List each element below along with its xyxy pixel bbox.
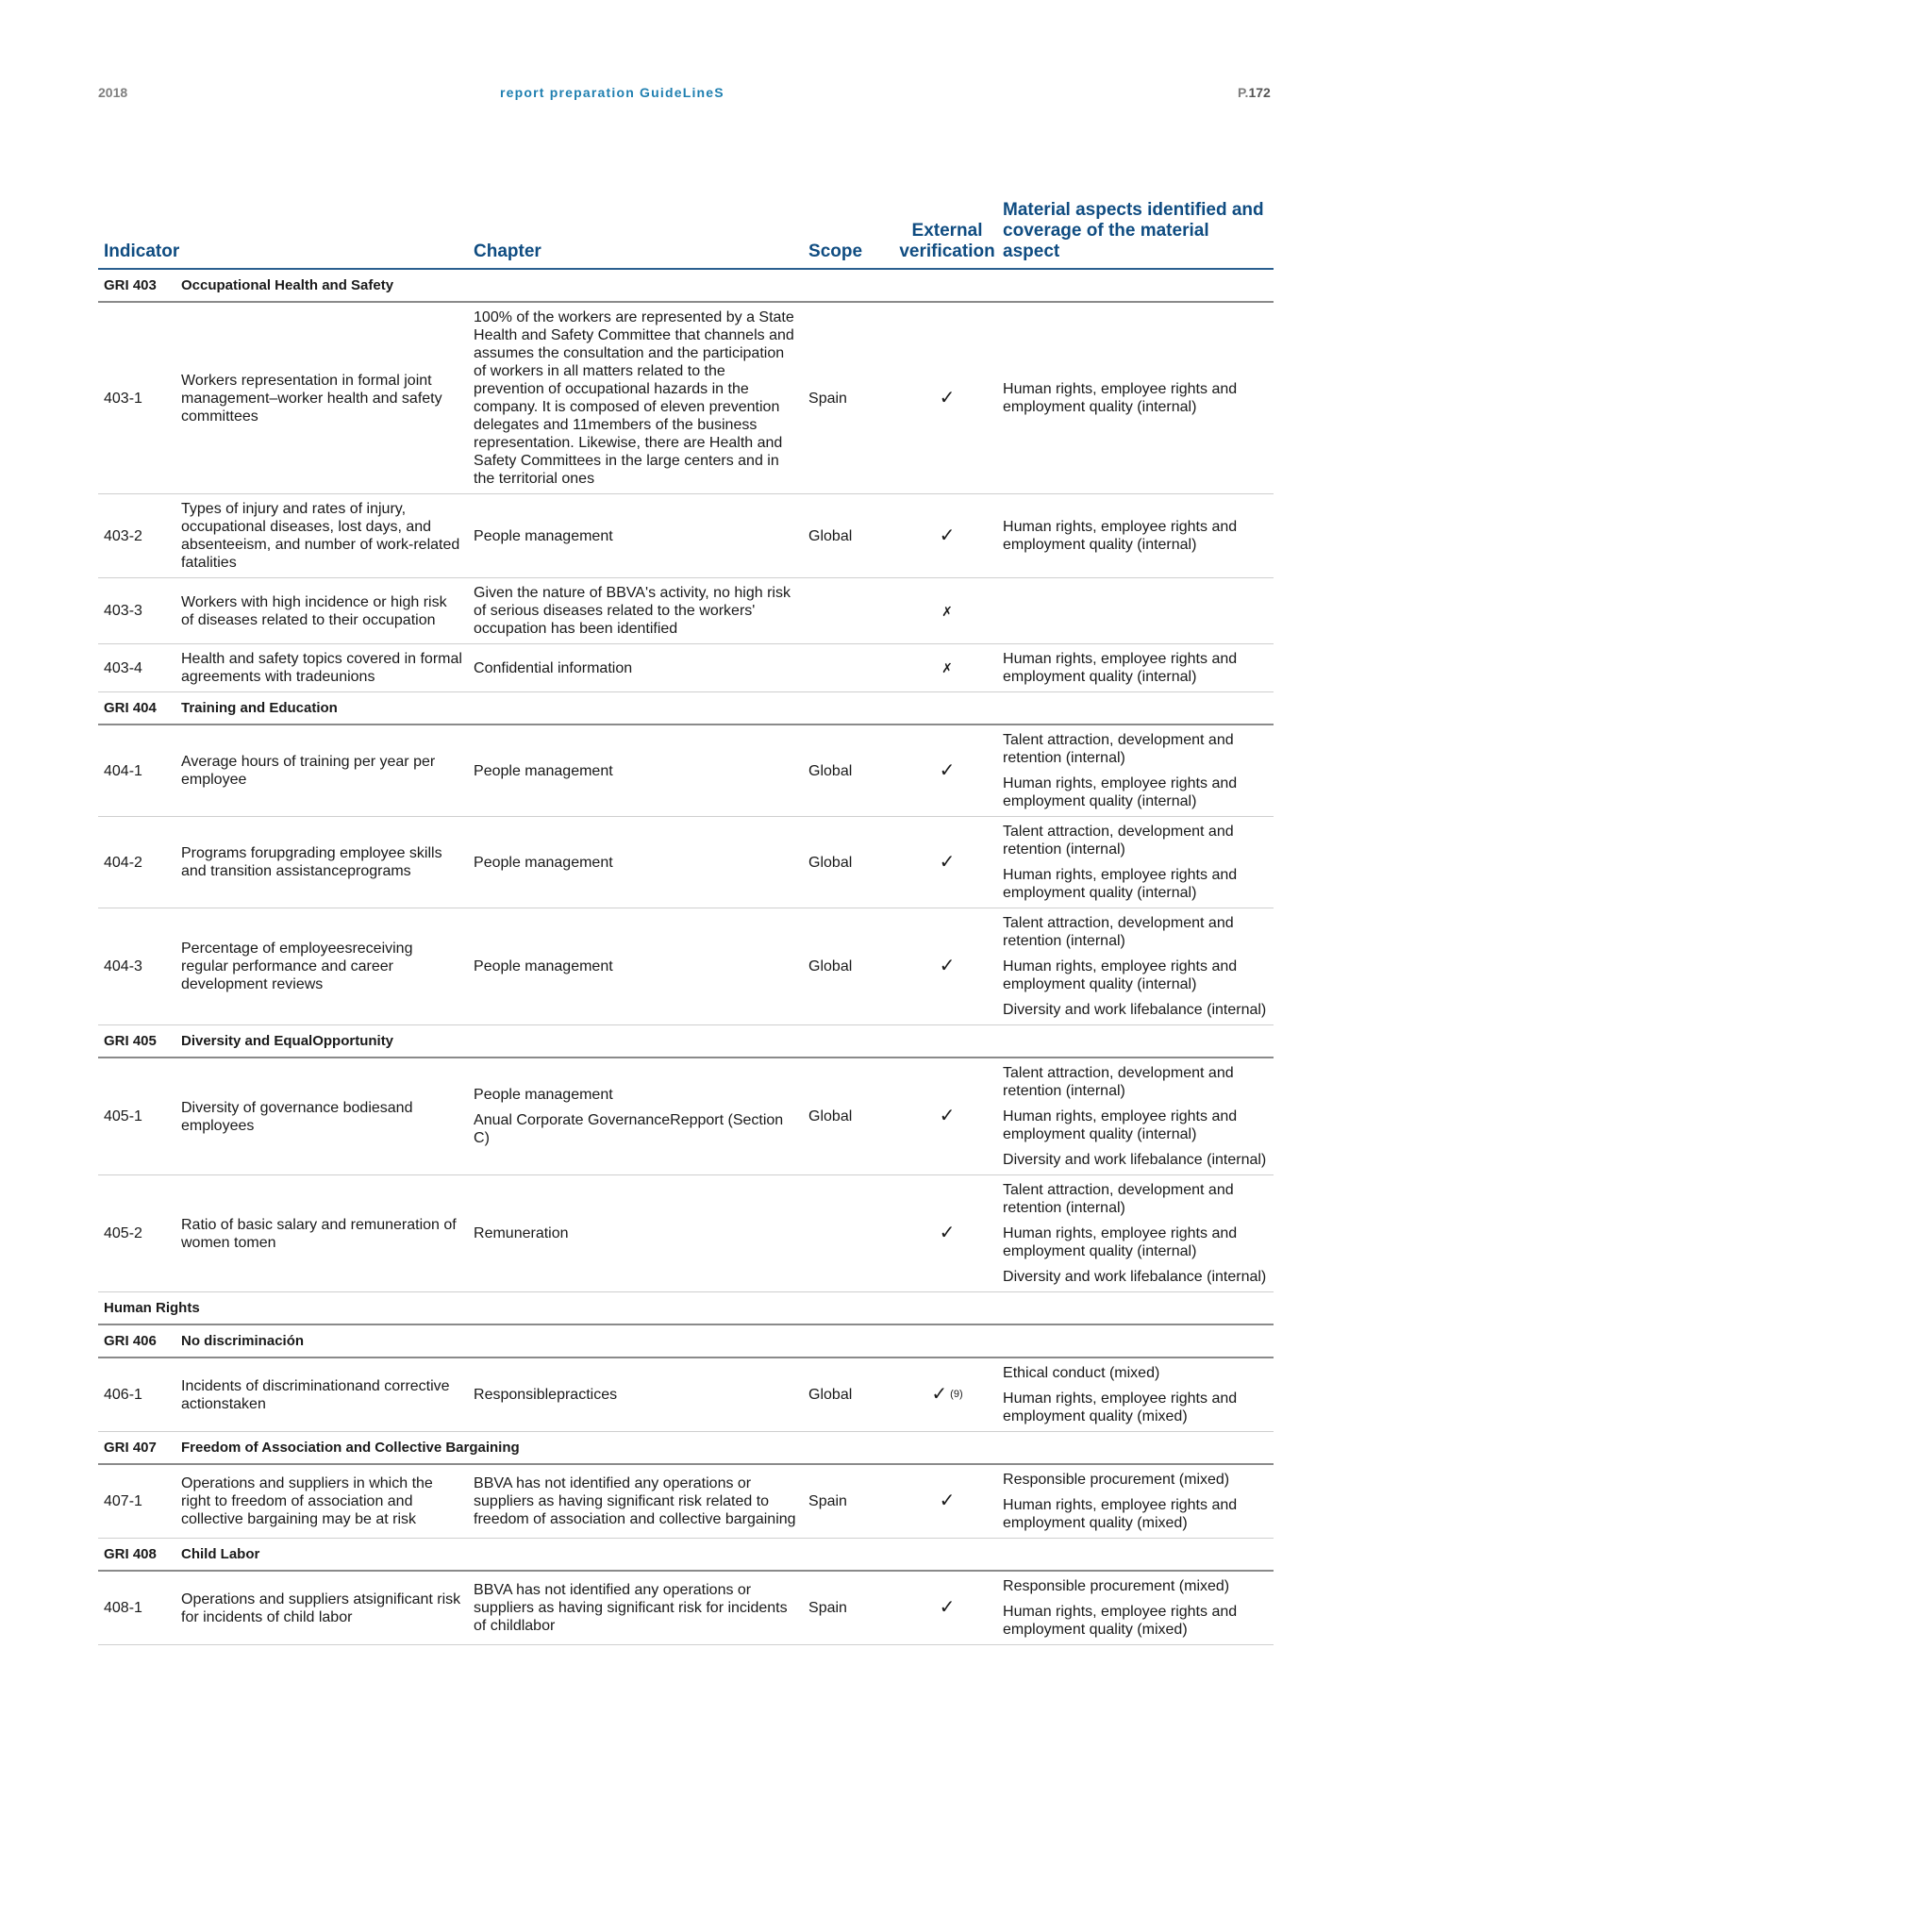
chapter-text: Given the nature of BBVA's activity, no high risk of serious diseases related to the workers' occupation has been identified: [474, 585, 791, 637]
material-aspects-cell: [997, 817, 1274, 908]
material-aspect: Human rights, employee rights and employment quality (internal): [1003, 519, 1238, 553]
material-aspect: Human rights, employee rights and employment quality (internal): [1003, 958, 1238, 992]
table-row: [98, 494, 1274, 578]
indicator-code: 405-1: [98, 1058, 175, 1175]
indicator-code: 407-1: [98, 1464, 175, 1539]
material-aspect: Responsible procurement (mixed): [1003, 1578, 1230, 1594]
chapter-text: 100% of the workers are represented by a State Health and Safety Committee that channels and assumes the consultation and the participation of workers in all matters related to the prevention of occupational hazards in the company. It is composed of eleven prevention delegates and 11members of the business representation. Likewise, there are Health and Safety Committees in the large centers and in the territorial ones: [474, 309, 794, 487]
check-icon: ✓: [939, 1223, 956, 1243]
scope-cell: Global: [803, 724, 897, 817]
material-aspect: Diversity and work lifebalance (internal): [1003, 1002, 1267, 1018]
header-scope: Scope: [803, 200, 897, 269]
chapter-text: Responsiblepractices: [474, 1387, 618, 1403]
chapter-cell: [468, 644, 803, 692]
external-verification-cell: [897, 1464, 997, 1539]
material-aspect: Human rights, employee rights and employment quality (internal): [1003, 867, 1238, 901]
chapter-text: People management: [474, 762, 613, 779]
material-aspect: Talent attraction, development and retention (internal): [1003, 824, 1234, 858]
footnote-ref: (9): [950, 1389, 963, 1400]
section-title: No discriminación: [175, 1324, 1274, 1357]
scope-cell: Global: [803, 908, 897, 1025]
header-page-number: [1238, 85, 1271, 100]
section-row: [98, 692, 1274, 725]
chapter-cell: [468, 1175, 803, 1292]
table-row: [98, 1357, 1274, 1432]
material-aspects-cell: [997, 908, 1274, 1025]
scope-cell: Spain: [803, 1464, 897, 1539]
indicator-description: Incidents of discriminationand corrective actionstaken: [175, 1357, 468, 1432]
table-row: [98, 644, 1274, 692]
section-title: Training and Education: [175, 692, 1274, 725]
indicator-code: 403-3: [98, 578, 175, 644]
indicator-description: Average hours of training per year per employee: [175, 724, 468, 817]
chapter-text: People management: [474, 1087, 613, 1103]
chapter-text: Anual Corporate GovernanceRepport (Section C): [474, 1112, 784, 1146]
material-aspect: Talent attraction, development and retention (internal): [1003, 915, 1234, 949]
check-icon: ✓: [939, 1491, 956, 1511]
external-verification-cell: [897, 1571, 997, 1645]
chapter-cell: [468, 817, 803, 908]
chapter-cell: [468, 302, 803, 494]
section-row: [98, 1539, 1274, 1572]
material-aspect: Human rights, employee rights and employment quality (internal): [1003, 1225, 1238, 1259]
section-title: Freedom of Association and Collective Bargaining: [175, 1432, 1274, 1465]
chapter-text: Confidential information: [474, 659, 633, 676]
material-aspect: Human rights, employee rights and employment quality (internal): [1003, 381, 1238, 415]
material-aspect: Human rights, employee rights and employment quality (mixed): [1003, 1604, 1238, 1638]
check-icon: ✓: [939, 851, 956, 873]
check-icon: ✓: [939, 1597, 956, 1618]
external-verification-cell: [897, 644, 997, 692]
external-verification-cell: [897, 1357, 997, 1432]
header-indicator: Indicator: [98, 200, 468, 269]
scope-cell: Spain: [803, 1571, 897, 1645]
section-row: [98, 1025, 1274, 1058]
material-aspect: Human rights, employee rights and employment quality (mixed): [1003, 1391, 1238, 1424]
indicator-description: Programs forupgrading employee skills and transition assistanceprograms: [175, 817, 468, 908]
check-icon: ✓: [939, 759, 956, 781]
indicator-code: 404-2: [98, 817, 175, 908]
indicator-code: 403-2: [98, 494, 175, 578]
external-verification-cell: [897, 1175, 997, 1292]
material-aspects-cell: [997, 724, 1274, 817]
section-code: GRI 405: [98, 1025, 175, 1058]
section-code: GRI 408: [98, 1539, 175, 1572]
scope-cell: Global: [803, 1058, 897, 1175]
chapter-text: Remuneration: [474, 1225, 569, 1241]
header-title: report preparation GuideLineS: [500, 85, 724, 100]
check-icon: ✓: [939, 387, 956, 408]
material-aspects-cell: [997, 644, 1274, 692]
chapter-text: People management: [474, 527, 613, 544]
indicator-description: Workers with high incidence or high risk of diseases related to their occupation: [175, 578, 468, 644]
header-external-verification: External verification: [897, 200, 997, 269]
material-aspect: Human rights, employee rights and employment quality (internal): [1003, 1108, 1238, 1142]
material-aspect: Talent attraction, development and retention (internal): [1003, 1065, 1234, 1099]
indicator-code: 406-1: [98, 1357, 175, 1432]
indicator-code: 405-2: [98, 1175, 175, 1292]
material-aspect: Ethical conduct (mixed): [1003, 1365, 1160, 1381]
scope-cell: Spain: [803, 302, 897, 494]
external-verification-cell: [897, 494, 997, 578]
header-chapter: Chapter: [468, 200, 803, 269]
indicator-description: Ratio of basic salary and remuneration of women tomen: [175, 1175, 468, 1292]
chapter-cell: [468, 1058, 803, 1175]
table-row: [98, 1464, 1274, 1539]
page-number: 172: [1248, 85, 1271, 100]
indicator-code: 404-3: [98, 908, 175, 1025]
table-row: [98, 578, 1274, 644]
scope-cell: Global: [803, 817, 897, 908]
table-body: [98, 269, 1274, 1645]
material-aspect: Diversity and work lifebalance (internal): [1003, 1269, 1267, 1285]
section-row: [98, 1324, 1274, 1357]
table-row: [98, 724, 1274, 817]
material-aspects-cell: [997, 1175, 1274, 1292]
chapter-cell: [468, 1464, 803, 1539]
indicator-code: 408-1: [98, 1571, 175, 1645]
gri-index-table: [98, 200, 1274, 1645]
external-verification-cell: [897, 578, 997, 644]
indicator-description: Workers representation in formal joint management–worker health and safety committees: [175, 302, 468, 494]
scope-cell: [803, 1175, 897, 1292]
external-verification-cell: [897, 908, 997, 1025]
scope-cell: [803, 644, 897, 692]
scope-cell: [803, 578, 897, 644]
chapter-cell: [468, 724, 803, 817]
external-verification-cell: [897, 1058, 997, 1175]
indicator-code: 403-4: [98, 644, 175, 692]
chapter-cell: [468, 1571, 803, 1645]
table-header-row: [98, 200, 1274, 269]
section-title: Diversity and EqualOpportunity: [175, 1025, 1274, 1058]
material-aspects-cell: [997, 1464, 1274, 1539]
page-prefix: P.: [1238, 85, 1249, 100]
chapter-cell: [468, 494, 803, 578]
section-code: GRI 404: [98, 692, 175, 725]
material-aspects-cell: [997, 1571, 1274, 1645]
table-row: [98, 1571, 1274, 1645]
header-year: 2018: [98, 85, 128, 100]
material-aspect: Human rights, employee rights and employment quality (internal): [1003, 651, 1238, 685]
chapter-cell: [468, 908, 803, 1025]
material-aspect: Human rights, employee rights and employment quality (internal): [1003, 775, 1238, 809]
section-row: [98, 1292, 1274, 1325]
material-aspects-cell: [997, 494, 1274, 578]
material-aspect: Responsible procurement (mixed): [1003, 1472, 1230, 1488]
table-row: [98, 1058, 1274, 1175]
chapter-text: People management: [474, 854, 613, 871]
indicator-code: 403-1: [98, 302, 175, 494]
table-row: [98, 302, 1274, 494]
cross-icon: ✗: [941, 603, 953, 619]
material-aspects-cell: [997, 302, 1274, 494]
material-aspect: Human rights, employee rights and employment quality (mixed): [1003, 1497, 1238, 1531]
material-aspects-cell: [997, 1357, 1274, 1432]
section-row: [98, 269, 1274, 302]
check-icon: ✓: [939, 1106, 956, 1126]
section-row: [98, 1432, 1274, 1465]
indicator-description: Percentage of employeesreceiving regular performance and career development reviews: [175, 908, 468, 1025]
section-title: Occupational Health and Safety: [175, 269, 1274, 302]
chapter-text: BBVA has not identified any operations or suppliers as having significant risk related to freedom of association and collective bargaining: [474, 1475, 796, 1527]
scope-cell: Global: [803, 494, 897, 578]
cross-icon: ✗: [941, 660, 953, 675]
material-aspect: Talent attraction, development and retention (internal): [1003, 1182, 1234, 1216]
table-row: [98, 817, 1274, 908]
material-aspect: Diversity and work lifebalance (internal): [1003, 1152, 1267, 1168]
table-row: [98, 908, 1274, 1025]
chapter-text: BBVA has not identified any operations or suppliers as having significant risk for incidents of childlabor: [474, 1582, 788, 1634]
indicator-description: Diversity of governance bodiesand employees: [175, 1058, 468, 1175]
check-icon: ✓: [939, 525, 956, 546]
section-code: GRI 406: [98, 1324, 175, 1357]
section-code: GRI 407: [98, 1432, 175, 1465]
scope-cell: Global: [803, 1357, 897, 1432]
material-aspect: Talent attraction, development and retention (internal): [1003, 732, 1234, 766]
chapter-cell: [468, 1357, 803, 1432]
material-aspects-cell: [997, 578, 1274, 644]
external-verification-cell: [897, 302, 997, 494]
indicator-description: Health and safety topics covered in formal agreements with tradeunions: [175, 644, 468, 692]
indicator-code: 404-1: [98, 724, 175, 817]
chapter-text: People management: [474, 958, 613, 974]
external-verification-cell: [897, 817, 997, 908]
external-verification-cell: [897, 724, 997, 817]
check-icon: ✓: [931, 1384, 948, 1405]
check-icon: ✓: [939, 956, 956, 976]
section-code: GRI 403: [98, 269, 175, 302]
indicator-description: Types of injury and rates of injury, occupational diseases, lost days, and absenteeism, and number of work-related fatalities: [175, 494, 468, 578]
table-row: [98, 1175, 1274, 1292]
material-aspects-cell: [997, 1058, 1274, 1175]
indicator-description: Operations and suppliers atsignificant risk for incidents of child labor: [175, 1571, 468, 1645]
header-material-aspects: Material aspects identified and coverage of the material aspect: [997, 200, 1274, 269]
section-title: Child Labor: [175, 1539, 1274, 1572]
chapter-cell: [468, 578, 803, 644]
section-title: Human Rights: [98, 1292, 1274, 1325]
indicator-description: Operations and suppliers in which the right to freedom of association and collective bargaining may be at risk: [175, 1464, 468, 1539]
